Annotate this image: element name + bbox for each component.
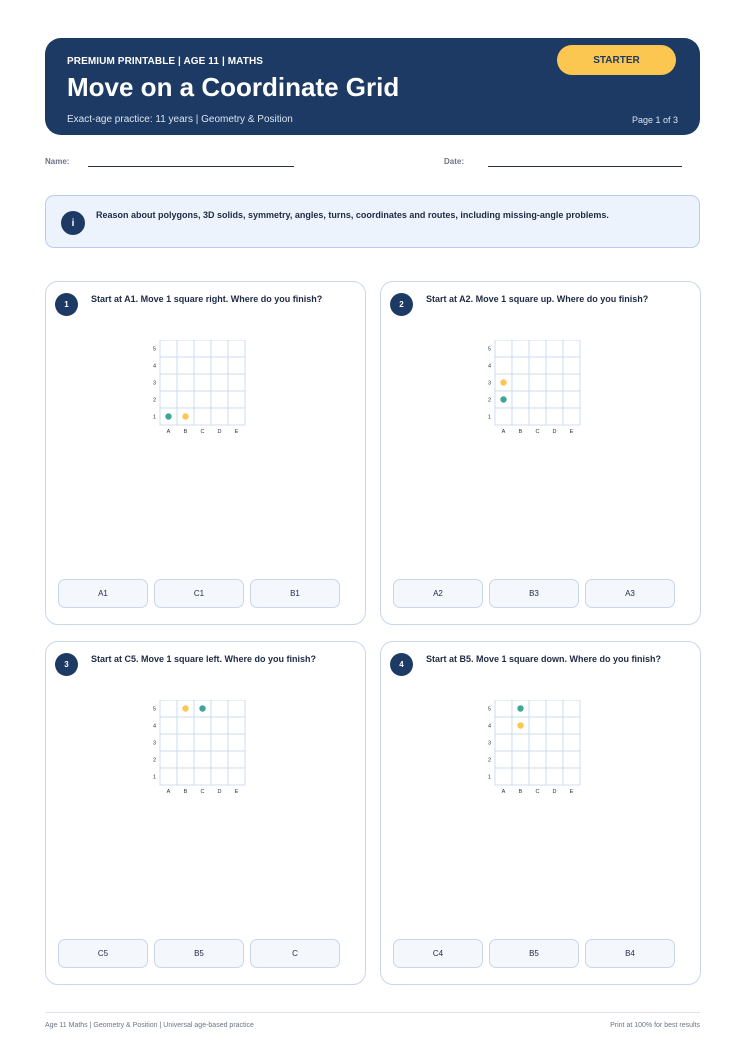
end-point: [517, 722, 523, 728]
grid-cell: [228, 717, 245, 734]
grid-cell: [228, 768, 245, 785]
row-label: 2: [487, 757, 491, 764]
question-card-2: [380, 281, 701, 625]
question-text: Start at B5. Move 1 square down. Where do you finish?: [426, 654, 662, 664]
end-point: [182, 413, 188, 419]
grid-cell: [177, 340, 194, 357]
answer-choice[interactable]: B1: [250, 579, 340, 608]
grid-cell: [529, 734, 546, 751]
grid-cell: [228, 340, 245, 357]
grid-cell: [563, 751, 580, 768]
grid-cell: [563, 391, 580, 408]
grid-cell: [512, 357, 529, 374]
grid-cell: [228, 391, 245, 408]
info-callout: [45, 195, 700, 248]
page-number: Page 1 of 3: [631, 115, 678, 125]
column-label: D: [217, 789, 222, 795]
grid-cell: [160, 700, 177, 717]
grid-cell: [563, 768, 580, 785]
row-label: 5: [487, 346, 491, 353]
grid-cell: [546, 374, 563, 391]
grid-cell: [211, 357, 228, 374]
grid-cell: [512, 734, 529, 751]
grid-cell: [177, 374, 194, 391]
grid-cell: [211, 391, 228, 408]
row-label: 4: [487, 363, 491, 370]
header-kicker: PREMIUM PRINTABLE | AGE 11 | MATHS: [67, 56, 264, 67]
question-card-4: [380, 641, 701, 985]
grid-cell: [529, 357, 546, 374]
row-label: 5: [152, 706, 156, 713]
grid-cell: [512, 768, 529, 785]
column-label: B: [518, 429, 523, 435]
grid-cell: [546, 768, 563, 785]
row-label: 3: [487, 380, 491, 387]
grid-cell: [160, 357, 177, 374]
grid-cell: [495, 717, 512, 734]
grid-cell: [563, 357, 580, 374]
answer-choice[interactable]: B5: [154, 939, 244, 968]
answer-choice[interactable]: B5: [489, 939, 579, 968]
name-line[interactable]: [88, 166, 294, 167]
grid-cell: [512, 374, 529, 391]
grid-cell: [194, 768, 211, 785]
grid-cell: [563, 717, 580, 734]
grid-cell: [160, 717, 177, 734]
grid-cell: [546, 357, 563, 374]
column-label: D: [552, 789, 557, 795]
grid-cell: [512, 391, 529, 408]
row-label: 2: [152, 757, 156, 764]
grid-cell: [529, 751, 546, 768]
row-label: 2: [152, 397, 156, 404]
column-label: B: [183, 429, 188, 435]
grid-cell: [228, 408, 245, 425]
grid-cell: [211, 374, 228, 391]
grid-cell: [211, 768, 228, 785]
worksheet-header: [45, 38, 700, 135]
page-title: Move on a Coordinate Grid: [67, 72, 400, 102]
grid-cell: [194, 357, 211, 374]
level-badge: STARTER: [557, 45, 676, 75]
start-point: [199, 705, 205, 711]
row-label: 1: [152, 774, 156, 781]
column-label: B: [183, 789, 188, 795]
row-label: 4: [152, 723, 156, 730]
date-label: Date:: [444, 157, 465, 166]
coordinate-grid: [150, 700, 270, 800]
row-label: 1: [487, 774, 491, 781]
grid-cell: [177, 751, 194, 768]
grid-cell: [160, 768, 177, 785]
grid-cell: [546, 700, 563, 717]
column-label: C: [200, 429, 205, 435]
column-label: C: [535, 789, 540, 795]
answer-choice[interactable]: C5: [58, 939, 148, 968]
grid-cell: [495, 408, 512, 425]
row-label: 3: [487, 740, 491, 747]
grid-cell: [160, 751, 177, 768]
grid-cell: [194, 751, 211, 768]
start-point: [517, 705, 523, 711]
grid-cell: [546, 734, 563, 751]
question-number: 1: [55, 293, 78, 316]
grid-cell: [495, 700, 512, 717]
row-label: 3: [152, 740, 156, 747]
grid-cell: [529, 768, 546, 785]
row-label: 4: [152, 363, 156, 370]
grid-cell: [211, 751, 228, 768]
grid-cell: [512, 408, 529, 425]
footer-left-text: Age 11 Maths | Geometry & Position | Universal age-based practice: [45, 1022, 254, 1029]
grid-cell: [177, 391, 194, 408]
question-text: Start at C5. Move 1 square left. Where do you finish?: [91, 654, 317, 664]
grid-cell: [529, 408, 546, 425]
grid-cell: [529, 340, 546, 357]
grid-cell: [177, 768, 194, 785]
row-label: 1: [152, 414, 156, 421]
column-label: B: [518, 789, 523, 795]
grid-cell: [495, 734, 512, 751]
grid-cell: [529, 700, 546, 717]
grid-cell: [194, 734, 211, 751]
grid-cell: [529, 391, 546, 408]
answer-choice[interactable]: B3: [489, 579, 579, 608]
grid-cell: [194, 374, 211, 391]
grid-cell: [160, 374, 177, 391]
grid-cell: [177, 357, 194, 374]
name-label: Name:: [45, 157, 70, 166]
answer-choice[interactable]: C1: [154, 579, 244, 608]
info-text: Reason about polygons, 3D solids, symmetry, angles, turns, coordinates and routes, including missing-angle problems.: [96, 210, 609, 220]
grid-cell: [211, 717, 228, 734]
column-label: E: [569, 789, 574, 795]
question-card-1: [45, 281, 366, 625]
grid-cell: [194, 340, 211, 357]
end-point: [500, 379, 506, 385]
grid-cell: [495, 768, 512, 785]
answer-choice[interactable]: A1: [58, 579, 148, 608]
grid-cell: [546, 751, 563, 768]
grid-cell: [563, 700, 580, 717]
grid-cell: [228, 700, 245, 717]
coordinate-grid: [485, 340, 605, 440]
grid-cell: [563, 734, 580, 751]
grid-cell: [546, 391, 563, 408]
row-label: 2: [487, 397, 491, 404]
grid-cell: [563, 408, 580, 425]
row-label: 1: [487, 414, 491, 421]
row-label: 5: [152, 346, 156, 353]
end-point: [182, 705, 188, 711]
column-label: A: [501, 429, 506, 435]
column-label: A: [501, 789, 506, 795]
grid-cell: [194, 717, 211, 734]
column-label: E: [234, 429, 239, 435]
question-text: Start at A1. Move 1 square right. Where do you finish?: [91, 294, 323, 304]
grid-cell: [529, 374, 546, 391]
info-icon: i: [61, 211, 85, 235]
column-label: A: [166, 429, 171, 435]
grid-cell: [177, 734, 194, 751]
answer-choice[interactable]: C4: [393, 939, 483, 968]
question-number: 4: [390, 653, 413, 676]
question-text: Start at A2. Move 1 square up. Where do you finish?: [426, 294, 649, 304]
grid-cell: [228, 734, 245, 751]
column-label: E: [234, 789, 239, 795]
header-subline: Exact-age practice: 11 years | Geometry & Position: [67, 114, 293, 125]
grid-cell: [563, 374, 580, 391]
grid-cell: [512, 340, 529, 357]
grid-cell: [529, 717, 546, 734]
column-label: C: [535, 429, 540, 435]
grid-cell: [512, 751, 529, 768]
column-label: E: [569, 429, 574, 435]
grid-cell: [211, 340, 228, 357]
grid-cell: [228, 357, 245, 374]
grid-cell: [546, 340, 563, 357]
column-label: D: [552, 429, 557, 435]
row-label: 5: [487, 706, 491, 713]
column-label: C: [200, 789, 205, 795]
answer-choice[interactable]: A2: [393, 579, 483, 608]
row-label: 3: [152, 380, 156, 387]
grid-cell: [194, 408, 211, 425]
grid-cell: [177, 717, 194, 734]
grid-cell: [495, 751, 512, 768]
grid-cell: [495, 340, 512, 357]
grid-cell: [211, 408, 228, 425]
start-point: [165, 413, 171, 419]
grid-cell: [495, 357, 512, 374]
grid-cell: [211, 700, 228, 717]
grid-cell: [160, 734, 177, 751]
footer-right-text: Print at 100% for best results: [610, 1022, 700, 1029]
question-number: 3: [55, 653, 78, 676]
answer-choice[interactable]: A3: [585, 579, 675, 608]
footer-divider: [45, 1012, 700, 1013]
grid-cell: [563, 340, 580, 357]
coordinate-grid: [485, 700, 605, 800]
grid-cell: [194, 391, 211, 408]
column-label: D: [217, 429, 222, 435]
question-card-3: [45, 641, 366, 985]
row-label: 4: [487, 723, 491, 730]
column-label: A: [166, 789, 171, 795]
coordinate-grid: [150, 340, 270, 440]
date-line[interactable]: [488, 166, 682, 167]
grid-cell: [228, 751, 245, 768]
grid-cell: [546, 717, 563, 734]
grid-cell: [160, 340, 177, 357]
grid-cell: [160, 391, 177, 408]
answer-choice[interactable]: C: [250, 939, 340, 968]
grid-cell: [228, 374, 245, 391]
grid-cell: [546, 408, 563, 425]
question-number: 2: [390, 293, 413, 316]
grid-cell: [211, 734, 228, 751]
start-point: [500, 396, 506, 402]
answer-choice[interactable]: B4: [585, 939, 675, 968]
